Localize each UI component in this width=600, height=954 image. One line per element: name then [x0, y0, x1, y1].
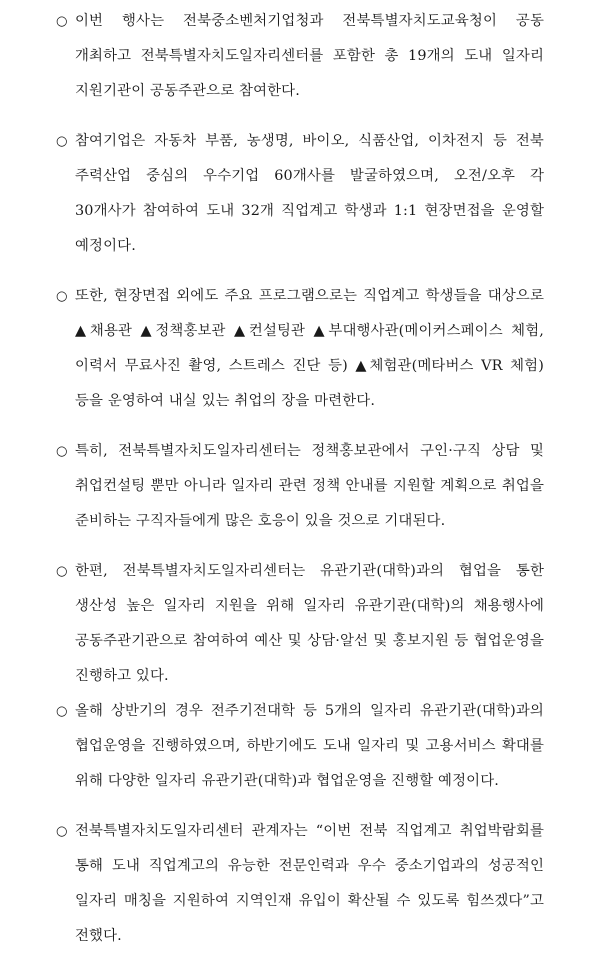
list-item: [56, 279, 544, 419]
paragraph-text: 이번 행사는 전북중소벤처기업청과 전북특별자치도교육청이 공동 개최하고 전북특별자치도일자리센터를 포함한 총 19개의 도내 일자리 지원기관이 공동주관으로 참여한다.: [75, 13, 544, 99]
paragraph-text: 참여기업은 자동차 부품, 농생명, 바이오, 식품산업, 이차전지 등 전북 주력산업 중심의 우수기업 60개사를 발굴하였으며, 오전/오후 각 30개사가 참여하여 도내 32개 직업계고 학생과 1:1 현장면접을 운영할 예정이다.: [75, 133, 544, 254]
circle-bullet-icon: ○: [56, 14, 68, 29]
list-item: [56, 4, 544, 109]
paragraph-text: 한편, 전북특별자치도일자리센터는 유관기관(대학)과의 협업을 통한 생산성 높은 일자리 지원을 위해 일자리 유관기관(대학)의 채용행사에 공동주관기관으로 참여하여 예산 및 상담·알선 및 홍보지원 등 협업운영을 진행하고 있다.: [75, 563, 544, 684]
list-item: [56, 814, 544, 954]
circle-bullet-icon: ○: [56, 289, 68, 304]
circle-bullet-icon: ○: [56, 444, 68, 459]
list-item: [56, 554, 544, 694]
circle-bullet-icon: ○: [56, 824, 68, 839]
paragraph-text: 전북특별자치도일자리센터 관계자는 “이번 전북 직업계고 취업박람회를 통해 도내 직업계고의 유능한 전문인력과 우수 중소기업과의 성공적인 일자리 매칭을 지원하여 지역인재 유입이 확산될 수 있도록 힘쓰겠다”고 전했다.: [75, 823, 544, 944]
document-body: [56, 4, 544, 954]
circle-bullet-icon: ○: [56, 704, 68, 719]
paragraph-text: 특히, 전북특별자치도일자리센터는 정책홍보관에서 구인·구직 상담 및 취업컨설팅 뿐만 아니라 일자리 관련 정책 안내를 지원할 계획으로 취업을 준비하는 구직자들에게 많은 호응이 있을 것으로 기대된다.: [75, 443, 544, 529]
paragraph-text: 또한, 현장면접 외에도 주요 프로그램으로는 직업계고 학생들을 대상으로 ▲채용관 ▲정책홍보관 ▲컨설팅관 ▲부대행사관(메이커스페이스 체험, 이력서 무료사진 촬영, 스트레스 진단 등) ▲체험관(메타버스 VR 체험) 등을 운영하여 내실 있는 취업의 장을 마련한다.: [75, 288, 544, 409]
list-item: [56, 434, 544, 539]
list-item: [56, 694, 544, 799]
circle-bullet-icon: ○: [56, 134, 68, 149]
circle-bullet-icon: ○: [56, 564, 68, 579]
paragraph-text: 올해 상반기의 경우 전주기전대학 등 5개의 일자리 유관기관(대학)과의 협업운영을 진행하였으며, 하반기에도 도내 일자리 및 고용서비스 확대를 위해 다양한 일자리 유관기관(대학)과 협업운영을 진행할 예정이다.: [75, 703, 544, 789]
list-item: [56, 124, 544, 264]
